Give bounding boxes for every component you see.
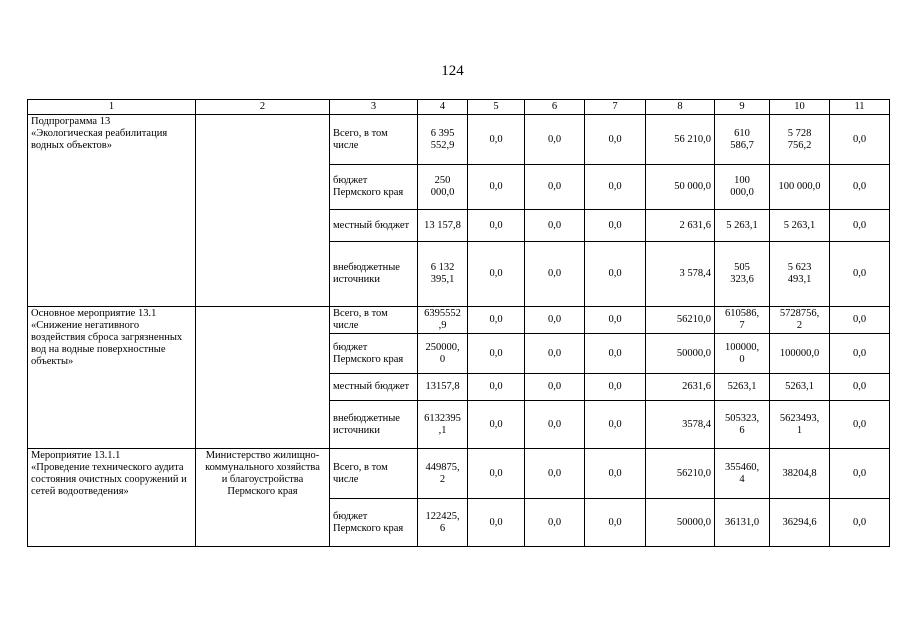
- value-cell-11: 0,0: [830, 210, 890, 242]
- value-cell-9: 505323, 6: [715, 401, 770, 449]
- funding-source-cell: Всего, в том числе: [330, 449, 418, 499]
- value-cell-4: 449875, 2: [418, 449, 468, 499]
- value-cell-7: 0,0: [585, 499, 646, 547]
- value-cell-6: 0,0: [525, 499, 585, 547]
- value-cell-4: 250000, 0: [418, 334, 468, 374]
- value-cell-8: 2 631,6: [646, 210, 715, 242]
- value-cell-8: 56 210,0: [646, 115, 715, 165]
- funding-source-cell: местный бюджет: [330, 210, 418, 242]
- value-cell-5: 0,0: [468, 210, 525, 242]
- table-row: [28, 307, 890, 334]
- value-cell-10: 5 728 756,2: [770, 115, 830, 165]
- value-cell-5: 0,0: [468, 115, 525, 165]
- executor-cell: [196, 307, 330, 449]
- column-number-8: 8: [646, 100, 715, 115]
- value-cell-10: 5 623 493,1: [770, 242, 830, 307]
- value-cell-11: 0,0: [830, 374, 890, 401]
- value-cell-10: 100000,0: [770, 334, 830, 374]
- value-cell-11: 0,0: [830, 242, 890, 307]
- value-cell-8: 3 578,4: [646, 242, 715, 307]
- value-cell-11: 0,0: [830, 334, 890, 374]
- value-cell-10: 5 263,1: [770, 210, 830, 242]
- value-cell-4: 6395552 ,9: [418, 307, 468, 334]
- value-cell-10: 5623493, 1: [770, 401, 830, 449]
- funding-source-cell: местный бюджет: [330, 374, 418, 401]
- value-cell-7: 0,0: [585, 115, 646, 165]
- value-cell-6: 0,0: [525, 449, 585, 499]
- value-cell-8: 2631,6: [646, 374, 715, 401]
- value-cell-10: 5263,1: [770, 374, 830, 401]
- column-number-6: 6: [525, 100, 585, 115]
- value-cell-11: 0,0: [830, 115, 890, 165]
- value-cell-6: 0,0: [525, 115, 585, 165]
- value-cell-10: 100 000,0: [770, 165, 830, 210]
- value-cell-11: 0,0: [830, 401, 890, 449]
- value-cell-10: 5728756, 2: [770, 307, 830, 334]
- value-cell-5: 0,0: [468, 499, 525, 547]
- value-cell-9: 5 263,1: [715, 210, 770, 242]
- value-cell-6: 0,0: [525, 334, 585, 374]
- value-cell-9: 610 586,7: [715, 115, 770, 165]
- value-cell-8: 50 000,0: [646, 165, 715, 210]
- value-cell-5: 0,0: [468, 307, 525, 334]
- funding-source-cell: внебюджетные источники: [330, 401, 418, 449]
- value-cell-8: 56210,0: [646, 307, 715, 334]
- value-cell-5: 0,0: [468, 449, 525, 499]
- value-cell-11: 0,0: [830, 165, 890, 210]
- value-cell-8: 3578,4: [646, 401, 715, 449]
- column-number-1: 1: [28, 100, 196, 115]
- value-cell-4: 6 395 552,9: [418, 115, 468, 165]
- value-cell-9: 610586, 7: [715, 307, 770, 334]
- program-name-cell: Основное мероприятие 13.1 «Снижение негативного воздействия сброса загрязненных вод на водные поверхностные объекты»: [28, 307, 196, 449]
- value-cell-9: 100 000,0: [715, 165, 770, 210]
- value-cell-6: 0,0: [525, 307, 585, 334]
- value-cell-11: 0,0: [830, 307, 890, 334]
- column-number-4: 4: [418, 100, 468, 115]
- value-cell-7: 0,0: [585, 401, 646, 449]
- funding-source-cell: бюджет Пермского края: [330, 334, 418, 374]
- value-cell-7: 0,0: [585, 210, 646, 242]
- value-cell-8: 56210,0: [646, 449, 715, 499]
- value-cell-7: 0,0: [585, 307, 646, 334]
- executor-cell: [196, 115, 330, 307]
- program-name-cell: Мероприятие 13.1.1 «Проведение технического аудита состояния очистных сооружений и сетей водоотведения»: [28, 449, 196, 547]
- column-number-7: 7: [585, 100, 646, 115]
- value-cell-7: 0,0: [585, 374, 646, 401]
- value-cell-4: 6132395 ,1: [418, 401, 468, 449]
- column-number-11: 11: [830, 100, 890, 115]
- value-cell-6: 0,0: [525, 401, 585, 449]
- value-cell-5: 0,0: [468, 401, 525, 449]
- budget-table: [27, 99, 890, 547]
- value-cell-9: 355460, 4: [715, 449, 770, 499]
- value-cell-4: 122425, 6: [418, 499, 468, 547]
- value-cell-7: 0,0: [585, 242, 646, 307]
- funding-source-cell: Всего, в том числе: [330, 307, 418, 334]
- program-name-cell: Подпрограмма 13 «Экологическая реабилитация водных объектов»: [28, 115, 196, 307]
- value-cell-5: 0,0: [468, 242, 525, 307]
- column-number-5: 5: [468, 100, 525, 115]
- column-number-3: 3: [330, 100, 418, 115]
- column-number-10: 10: [770, 100, 830, 115]
- value-cell-11: 0,0: [830, 499, 890, 547]
- page-number: 124: [441, 63, 464, 79]
- value-cell-6: 0,0: [525, 210, 585, 242]
- value-cell-10: 36294,6: [770, 499, 830, 547]
- value-cell-5: 0,0: [468, 374, 525, 401]
- value-cell-5: 0,0: [468, 165, 525, 210]
- value-cell-7: 0,0: [585, 449, 646, 499]
- funding-source-cell: Всего, в том числе: [330, 115, 418, 165]
- header-row: [28, 100, 890, 115]
- value-cell-8: 50000,0: [646, 499, 715, 547]
- value-cell-5: 0,0: [468, 334, 525, 374]
- value-cell-6: 0,0: [525, 165, 585, 210]
- column-number-9: 9: [715, 100, 770, 115]
- value-cell-11: 0,0: [830, 449, 890, 499]
- value-cell-9: 36131,0: [715, 499, 770, 547]
- value-cell-9: 505 323,6: [715, 242, 770, 307]
- funding-source-cell: бюджет Пермского края: [330, 499, 418, 547]
- value-cell-10: 38204,8: [770, 449, 830, 499]
- value-cell-4: 250 000,0: [418, 165, 468, 210]
- column-number-2: 2: [196, 100, 330, 115]
- executor-cell: Министерство жилищно-коммунального хозяйства и благоустройства Пермского края: [196, 449, 330, 547]
- table-row: [28, 449, 890, 499]
- funding-source-cell: бюджет Пермского края: [330, 165, 418, 210]
- value-cell-4: 13 157,8: [418, 210, 468, 242]
- value-cell-7: 0,0: [585, 334, 646, 374]
- funding-source-cell: внебюджетные источники: [330, 242, 418, 307]
- table-row: [28, 115, 890, 165]
- value-cell-6: 0,0: [525, 374, 585, 401]
- value-cell-4: 6 132 395,1: [418, 242, 468, 307]
- value-cell-6: 0,0: [525, 242, 585, 307]
- value-cell-8: 50000,0: [646, 334, 715, 374]
- value-cell-9: 5263,1: [715, 374, 770, 401]
- value-cell-9: 100000, 0: [715, 334, 770, 374]
- value-cell-7: 0,0: [585, 165, 646, 210]
- value-cell-4: 13157,8: [418, 374, 468, 401]
